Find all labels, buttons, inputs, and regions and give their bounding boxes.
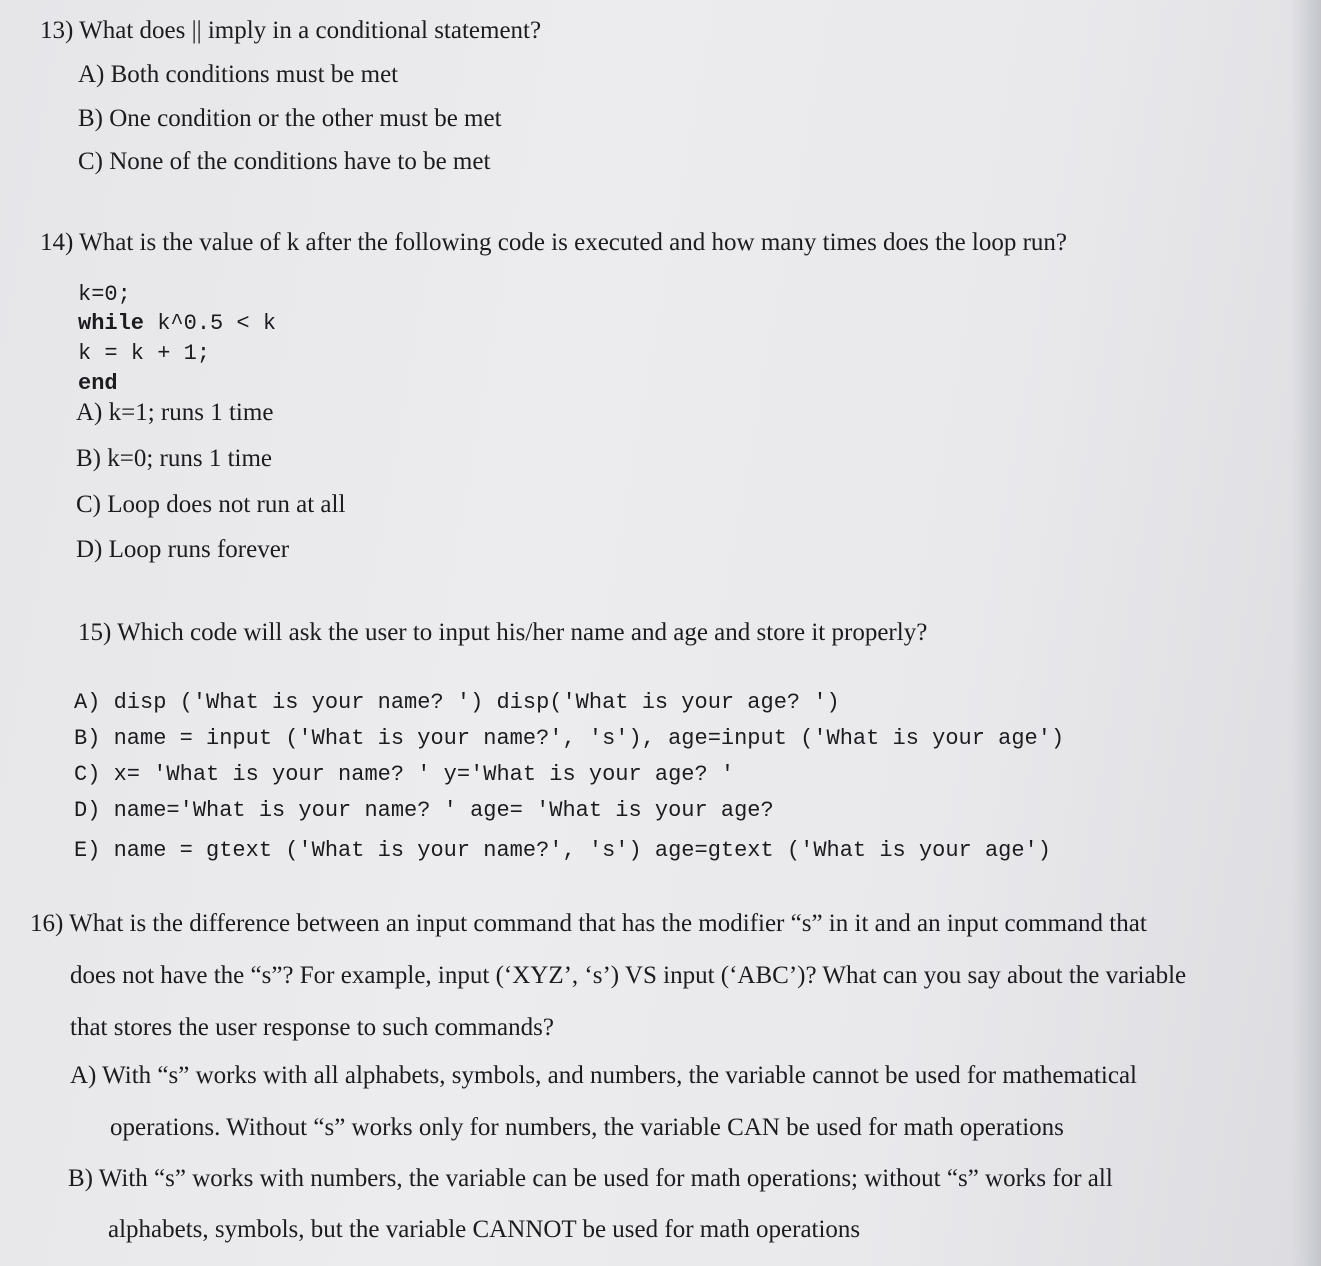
q15-option-a: A) disp ('What is your name? ') disp('What is your age? ') [74, 690, 840, 715]
q16-question-line-1: 16) What is the difference between an input command that has the modifier “s” in it and an input command that [30, 910, 1147, 937]
q14-code-line-3: k = k + 1; [78, 341, 211, 366]
q16-question-line-3: that stores the user response to such commands? [70, 1014, 554, 1041]
q16-question-line-2: does not have the “s”? For example, input (‘XYZ’, ‘s’) VS input (‘ABC’)? What can you say about the variable [70, 962, 1187, 989]
q15-option-d: D) name='What is your name? ' age= 'What is your age? [74, 798, 774, 823]
q13-option-c: C) None of the conditions have to be met [78, 148, 491, 175]
q14-code-line-1: k=0; [78, 282, 131, 307]
q15-option-b: B) name = input ('What is your name?', 's'), age=input ('What is your age') [74, 726, 1065, 751]
q14-code-line-2 [78, 309, 276, 339]
q13-option-b: B) One condition or the other must be met [78, 105, 502, 132]
q14-option-c: C) Loop does not run at all [76, 491, 346, 518]
q14-option-b: B) k=0; runs 1 time [76, 445, 273, 472]
q14-option-a: A) k=1; runs 1 time [76, 399, 274, 426]
q14-code-keyword-while: while [78, 311, 145, 336]
q16-option-b-line-1: B) With “s” works with numbers, the variable can be used for math operations; without “s” works for all [68, 1165, 1113, 1192]
q14-code-line-4: end [78, 371, 118, 396]
q15-option-c: C) x= 'What is your name? ' y='What is your age? ' [74, 762, 735, 787]
q16-option-b-line-2: alphabets, symbols, but the variable CANNOT be used for math operations [108, 1216, 861, 1243]
q14-option-d: D) Loop runs forever [76, 536, 290, 563]
q16-option-a-line-2: operations. Without “s” works only for numbers, the variable CAN be used for math operations [110, 1114, 1064, 1141]
page-shadow-edge [1291, 0, 1321, 1266]
q13-option-a: A) Both conditions must be met [78, 61, 399, 88]
q15-question: 15) Which code will ask the user to input his/her name and age and store it properly? [78, 619, 928, 646]
q14-question: 14) What is the value of k after the following code is executed and how many times does the loop run? [40, 229, 1068, 256]
q15-option-e: E) name = gtext ('What is your name?', 's') age=gtext ('What is your age') [74, 838, 1051, 863]
q14-code-condition: k^0.5 < k [144, 311, 277, 336]
q13-question: 13) What does || imply in a conditional statement? [40, 17, 542, 44]
q16-option-a-line-1: A) With “s” works with all alphabets, symbols, and numbers, the variable cannot be used for mathematical [70, 1062, 1137, 1089]
